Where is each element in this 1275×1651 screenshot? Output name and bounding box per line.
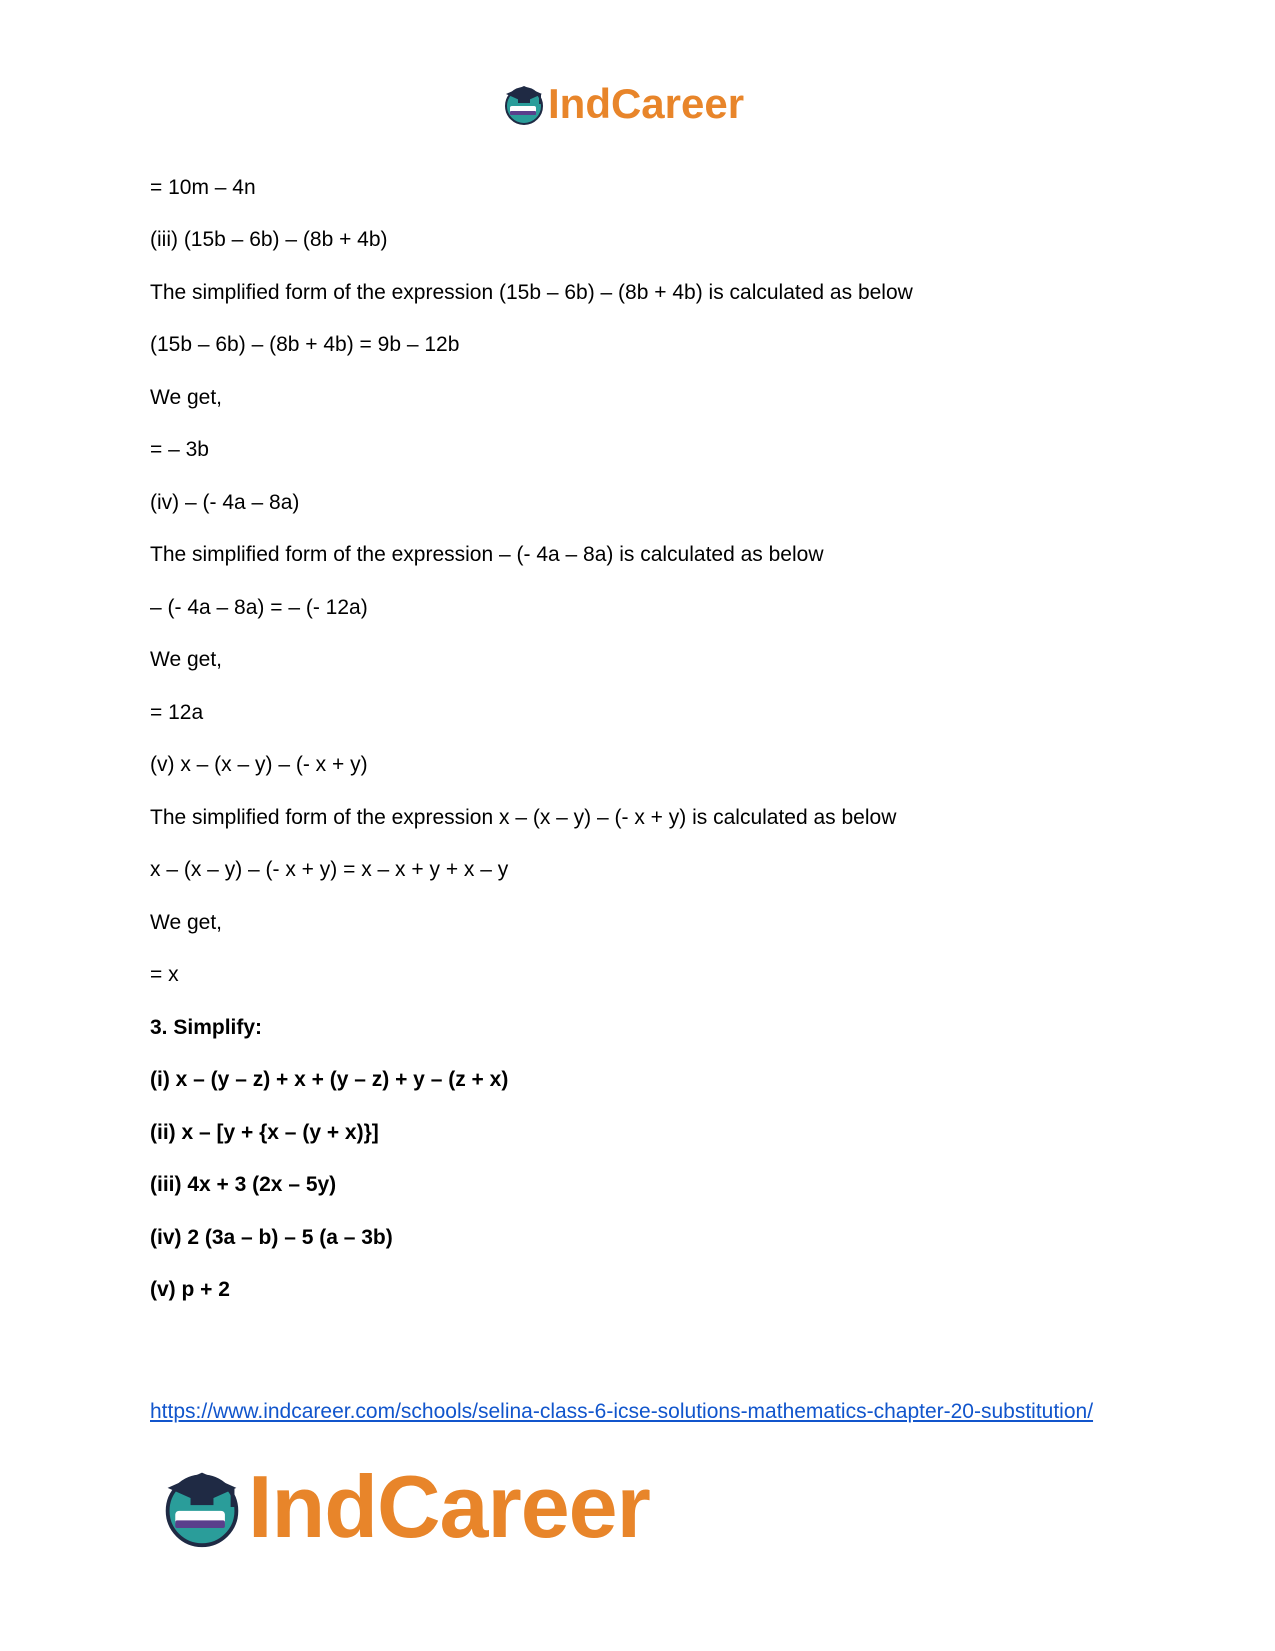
text-line: x – (x – y) – (- x + y) = x – x + y + x – y <box>150 858 509 881</box>
question-item: (iv) 2 (3a – b) – 5 (a – 3b) <box>150 1226 393 1249</box>
footer-logo <box>160 1457 650 1556</box>
question-item: (ii) x – [y + {x – (y + x)}] <box>150 1121 379 1144</box>
text-line: The simplified form of the expression (15b – 6b) – (8b + 4b) is calculated as below <box>150 281 913 304</box>
question-heading: 3. Simplify: <box>150 1016 263 1039</box>
text-line: We get, <box>150 911 222 934</box>
question-item: (v) p + 2 <box>150 1278 230 1301</box>
text-line: (15b – 6b) – (8b + 4b) = 9b – 12b <box>150 333 460 356</box>
text-line: The simplified form of the expression – (- 4a – 8a) is calculated as below <box>150 543 824 566</box>
text-line: = x <box>150 963 179 986</box>
question-item: (i) x – (y – z) + x + (y – z) + y – (z + x) <box>150 1068 509 1091</box>
logo-wordmark: IndCareer <box>548 80 745 127</box>
text-line: = 12a <box>150 701 204 724</box>
text-line: (v) x – (x – y) – (- x + y) <box>150 753 368 776</box>
text-line: = – 3b <box>150 438 209 461</box>
graduation-globe-icon <box>502 82 546 126</box>
text-line: The simplified form of the expression x – (x – y) – (- x + y) is calculated as below <box>150 806 897 829</box>
text-line: = 10m – 4n <box>150 176 256 199</box>
logo-wordmark: IndCareer <box>248 1457 650 1556</box>
graduation-globe-icon <box>160 1465 244 1549</box>
text-line: (iv) – (- 4a – 8a) <box>150 491 300 514</box>
text-line: We get, <box>150 386 222 409</box>
text-line: (iii) (15b – 6b) – (8b + 4b) <box>150 228 388 251</box>
source-link[interactable]: https://www.indcareer.com/schools/selina-class-6-icse-solutions-mathematics-chapter-20-substitution/ <box>150 1400 1094 1423</box>
question-item: (iii) 4x + 3 (2x – 5y) <box>150 1173 337 1196</box>
header-logo <box>502 80 744 128</box>
text-line: We get, <box>150 648 222 671</box>
text-line: – (- 4a – 8a) = – (- 12a) <box>150 596 368 619</box>
